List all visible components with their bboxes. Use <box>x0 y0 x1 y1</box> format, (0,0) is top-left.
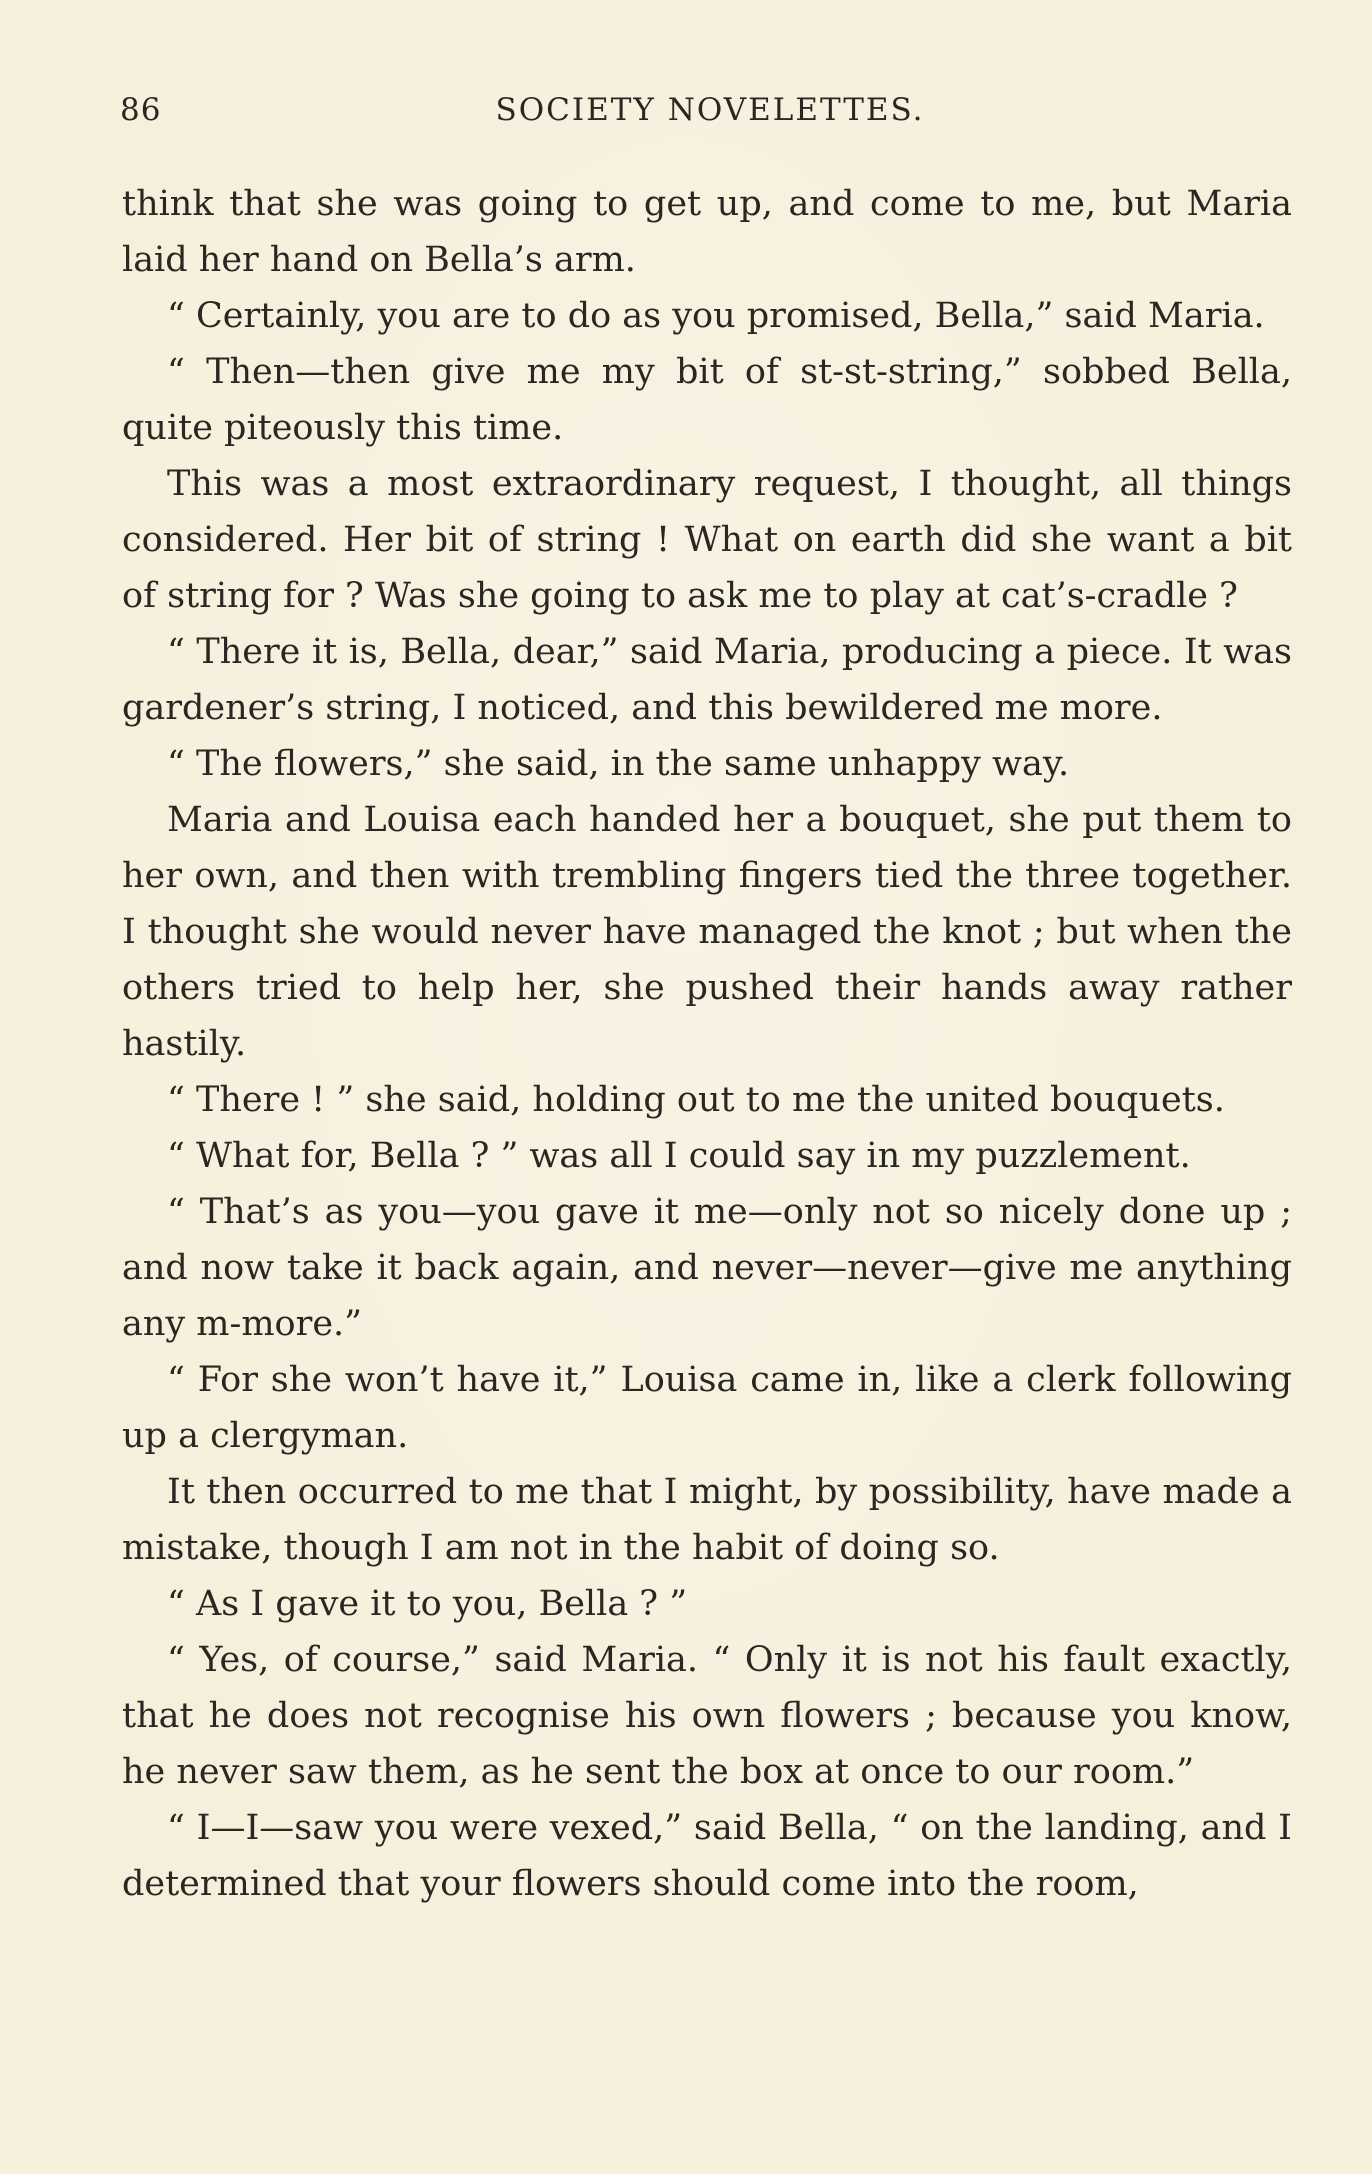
paragraph: “ There it is, Bella, dear,” said Maria, producing a piece. It was gardener’s string, I noticed, and this bewildered me more. <box>122 632 1292 728</box>
paragraph: “ For she won’t have it,” Louisa came in, like a clerk following up a clergyman. <box>122 1360 1292 1456</box>
paragraph: “ As I gave it to you, Bella ? ” <box>167 1584 688 1624</box>
running-title: SOCIETY NOVELETTES. <box>495 92 925 128</box>
paragraph: This was a most extraordinary request, I thought, all things considered. Her bit of string ! What on earth did she want a bit of string for ? Was she going to ask me to play at cat’s-cradle ? <box>122 464 1292 616</box>
body-text <box>122 176 1292 1912</box>
paragraph: “ The flowers,” she said, in the same unhappy way. <box>167 744 1070 784</box>
paragraph: “ What for, Bella ? ” was all I could say in my puzzlement. <box>167 1136 1191 1176</box>
paragraph: “ Certainly, you are to do as you promised, Bella,” said Maria. <box>167 296 1265 336</box>
paragraph: “ Yes, of course,” said Maria. “ Only it is not his fault exactly, that he does not recognise his own flowers ; because you know, he never saw them, as he sent the box at once to our room.” <box>122 1640 1292 1792</box>
page-header <box>120 92 1300 132</box>
paragraph: think that she was going to get up, and come to me, but Maria laid her hand on Bella’s arm. <box>122 184 1292 280</box>
paragraph: It then occurred to me that I might, by possibility, have made a mistake, though I am not in the habit of doing so. <box>122 1472 1292 1568</box>
paragraph: Maria and Louisa each handed her a bouquet, she put them to her own, and then with trembling fingers tied the three together. I thought she would never have managed the knot ; but when the others tried to help her, she pushed their hands away rather hastily. <box>122 800 1292 1064</box>
paragraph: “ Then—then give me my bit of st-st-string,” sobbed Bella, quite piteously this time. <box>122 352 1292 448</box>
paragraph: “ There ! ” she said, holding out to me the united bouquets. <box>167 1080 1225 1120</box>
page-number: 86 <box>120 92 162 128</box>
paragraph: “ That’s as you—you gave it me—only not so nicely done up ; and now take it back again, and never—never—give me anything any m-more.” <box>122 1192 1292 1344</box>
paragraph: “ I—I—saw you were vexed,” said Bella, “ on the landing, and I determined that your flowers should come into the room, <box>122 1808 1292 1904</box>
